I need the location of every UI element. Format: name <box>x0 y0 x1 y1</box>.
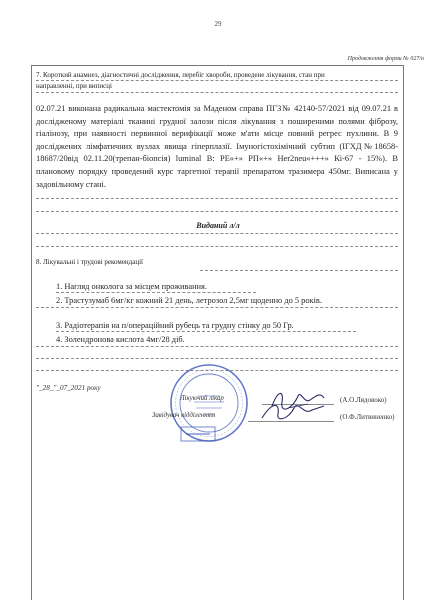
blank-line <box>36 307 398 308</box>
discharge-date: "_28_"_07_2021 року <box>36 384 101 392</box>
recommendation-item: 2. Трастузумаб 6мг/кг кожний 21 день, летрозол 2,5мг щоденно до 5 років. <box>56 296 322 305</box>
doctor-name: (А.О.Лядовоко) <box>340 396 387 404</box>
page-number: 29 <box>214 20 222 28</box>
underline <box>56 292 256 293</box>
blank-line <box>36 233 398 234</box>
sick-leave-note: Виданий л/л <box>196 221 240 230</box>
head-label: Завідувач відділенням <box>152 412 216 419</box>
underline <box>56 331 356 332</box>
form-number: Продовження форми № 027/о <box>347 56 424 62</box>
blank-line <box>36 246 398 247</box>
section8-heading: 8. Лікувальні і трудові рекомендації <box>36 258 143 266</box>
blank-line <box>36 346 398 347</box>
recommendation-item: 1. Нагляд онколога за місцем проживання. <box>56 282 207 291</box>
blank-line <box>36 211 398 212</box>
section7-heading-line2: направленні, при виписці <box>36 82 112 90</box>
divider <box>36 92 398 93</box>
recommendation-item: 4. Золендронова кислота 4мг/28 діб. <box>56 335 185 344</box>
recommendation-item: 3. Радіотерапія на п/операційний рубець та грудну стінку до 50 Гр. <box>56 321 294 330</box>
doctor-label: Лікуючий лікар <box>180 395 224 402</box>
blank-line <box>36 198 398 199</box>
section7-text: 02.07.21 виконана радикальна мастектомія за Маденом справа ПГЗ№ 42140-57/2021 від 09.07.21 в дослідженому матеріалі тканині грудної залози після лікування з поширеними полями фіброзу, гіалінозу, при наявності первинної верифікації може м'ати місце повний регрес пухлини. В 9 досліджених лімфатичних вузлах явища гіперплазії. Імуногістохімічний субтип (ІГХД№18658-18687/20від 02.11.20(трепан-біопсія) luminal B: РЕ«+» РП«+» Her2neu«+++» Кі-67 - 15%). В плановому порядку проведений курс таргетної терапії препаратом тразимера 450мг. Виписана у задовільному стані. <box>36 104 398 189</box>
blank-line <box>36 358 398 359</box>
rectangular-stamp <box>180 426 216 442</box>
head-signature <box>258 398 328 424</box>
section7-heading-line1: 7. Короткий анамнез, діагностичні дослідження, перебіг хвороби, проведене лікування, стан при <box>36 71 325 79</box>
head-name: (О.Ф.Литвиненко) <box>340 413 395 421</box>
divider <box>200 270 398 271</box>
